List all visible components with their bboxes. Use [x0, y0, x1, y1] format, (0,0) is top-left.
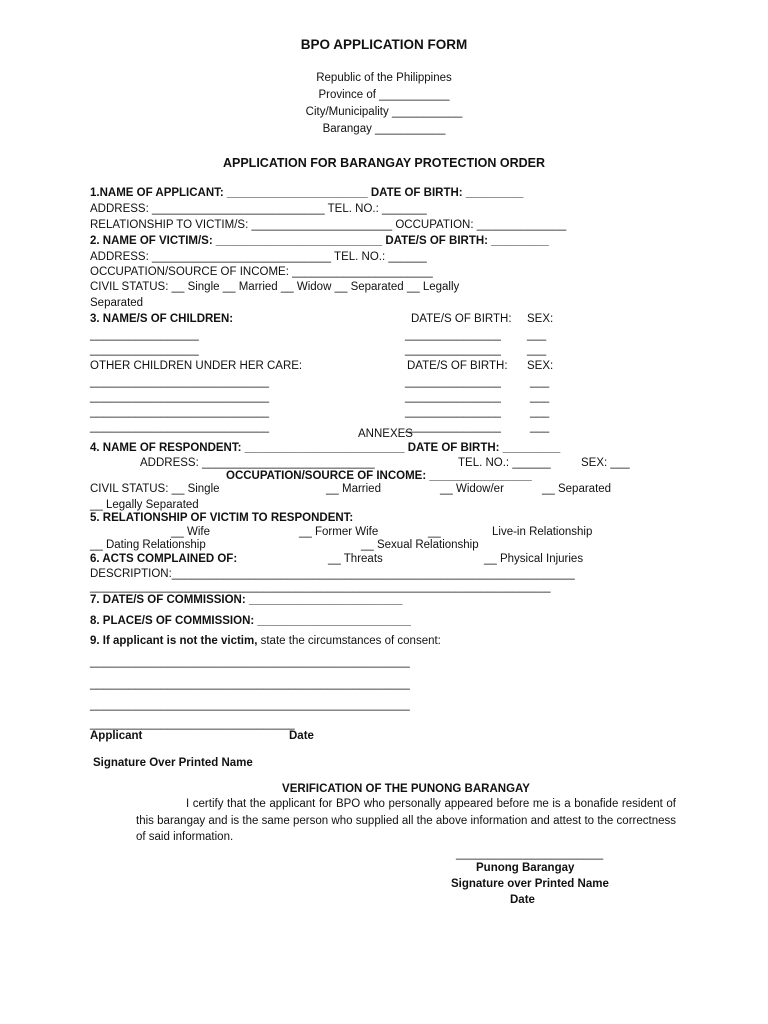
applicant-signature-label: Signature Over Printed Name [93, 757, 253, 769]
child-name-blank: _________________ [90, 329, 199, 341]
date-of-commission-line: 7. DATE/S OF COMMISSION: ________________________ [90, 594, 403, 606]
respondent-civil-status-label: CIVIL STATUS: __ Single [90, 483, 220, 495]
other-child-dob-blank: _______________ [405, 406, 501, 418]
consent-blank-line: __________________________________________________ [90, 699, 410, 711]
other-child-name-blank: ____________________________ [90, 406, 270, 418]
verification-heading: VERIFICATION OF THE PUNONG BARANGAY [282, 783, 530, 795]
sexual-option: __ Sexual Relationship [361, 539, 479, 551]
other-child-sex-blank: ___ [530, 376, 550, 388]
other-child-dob-blank: _______________ [405, 421, 501, 433]
respondent-married-option: __ Married [326, 483, 381, 495]
republic-line: Republic of the Philippines [316, 72, 452, 84]
other-child-sex-blank: ___ [530, 421, 550, 433]
respondent-separated-option: __ Separated [542, 483, 612, 495]
victim-civil-status-cont: Separated [90, 297, 144, 309]
annexes-label: ANNEXES [358, 428, 413, 440]
consent-bold-text: 9. If applicant is not the victim, [90, 635, 258, 647]
respondent-legally-separated-option: __ Legally Separated [90, 499, 199, 511]
verification-paragraph [136, 796, 676, 846]
respondent-tel-line: TEL. NO.: ______ [458, 457, 551, 469]
other-child-dob-blank: _______________ [405, 376, 501, 388]
relationship-to-victim-line: RELATIONSHIP TO VICTIM/S: ______________________ OCCUPATION: ______________ [90, 219, 567, 231]
verification-body: I certify that the applicant for BPO who personally appeared before me is a bonafide resident of this barangay and is the same person who supplied all the above information and attest to the correctness of said information. [136, 798, 676, 843]
applicant-address-line: ADDRESS: ___________________________ TEL. NO.: _______ [90, 203, 427, 215]
other-child-name-blank: ____________________________ [90, 421, 270, 433]
description-line: DESCRIPTION:_______________________________________________________________ [90, 568, 575, 580]
punong-barangay-label: Punong Barangay [476, 862, 575, 874]
child-dob-blank: _______________ [405, 329, 501, 341]
physical-injuries-option: __ Physical Injuries [484, 553, 584, 565]
other-child-sex-blank: ___ [530, 391, 550, 403]
applicant-label: Applicant [90, 730, 143, 742]
description-line-cont: ________________________________________________________________________ [90, 581, 551, 593]
consent-rest-text: state the circumstances of consent: [257, 635, 441, 647]
former-wife-option: __ Former Wife [299, 526, 379, 538]
other-children-dob-label: DATE/S OF BIRTH: [407, 360, 508, 372]
respondent-sex-line: SEX: ___ [581, 457, 630, 469]
punong-signature-line: _______________________ [456, 848, 604, 860]
threats-option: __ Threats [328, 553, 383, 565]
child-dob-blank: _______________ [405, 344, 501, 356]
respondent-name-line: 4. NAME OF RESPONDENT: _________________________ DATE OF BIRTH: _________ [90, 442, 561, 454]
city-line: City/Municipality ___________ [305, 106, 463, 118]
child-name-blank: _________________ [90, 344, 199, 356]
victim-civil-status-line: CIVIL STATUS: __ Single __ Married __ Widow __ Separated __ Legally [90, 281, 460, 293]
form-subtitle: APPLICATION FOR BARANGAY PROTECTION ORDER [222, 156, 545, 170]
victim-occupation-line: OCCUPATION/SOURCE OF INCOME: ______________________ [90, 266, 433, 278]
other-children-label: OTHER CHILDREN UNDER HER CARE: [90, 360, 303, 372]
acts-heading: 6. ACTS COMPLAINED OF: [90, 553, 238, 565]
child-sex-blank: ___ [527, 329, 547, 341]
victim-address-line: ADDRESS: ____________________________ TEL. NO.: ______ [90, 251, 427, 263]
other-child-name-blank: ____________________________ [90, 376, 270, 388]
form-title: BPO APPLICATION FORM [300, 37, 468, 52]
victim-name-line: 2. NAME OF VICTIM/S: __________________________ DATE/S OF BIRTH: _________ [90, 235, 549, 247]
relationship-heading: 5. RELATIONSHIP OF VICTIM TO RESPONDENT: [90, 512, 354, 524]
children-heading: 3. NAME/S OF CHILDREN: [90, 313, 234, 325]
live-in-blank: __ [428, 526, 441, 538]
live-in-option: Live-in Relationship [492, 526, 593, 538]
other-child-dob-blank: _______________ [405, 391, 501, 403]
other-child-name-blank: ____________________________ [90, 391, 270, 403]
child-sex-blank: ___ [527, 344, 547, 356]
place-of-commission-line: 8. PLACE/S OF COMMISSION: ________________________ [90, 615, 411, 627]
respondent-occupation-line: OCCUPATION/SOURCE OF INCOME: ________________ [226, 470, 532, 482]
children-dob-label: DATE/S OF BIRTH: [411, 313, 512, 325]
consent-blank-line: __________________________________________________ [90, 678, 410, 690]
children-sex-label: SEX: [527, 313, 554, 325]
applicant-date-label: Date [289, 730, 314, 742]
consent-line [90, 634, 441, 648]
respondent-address-line: ADDRESS: ___________________________ [140, 457, 375, 469]
other-children-sex-label: SEX: [527, 360, 554, 372]
wife-option: __ Wife [171, 526, 210, 538]
applicant-name-text: 1.NAME OF APPLICANT: ______________________ DATE OF BIRTH: _________ [90, 187, 524, 199]
province-line: Province of ___________ [318, 89, 450, 101]
barangay-line: Barangay ___________ [322, 123, 446, 135]
dating-option: __ Dating Relationship [90, 539, 206, 551]
consent-blank-line: __________________________________________________ [90, 656, 410, 668]
punong-date-label: Date [510, 894, 535, 906]
applicant-name-line [90, 186, 523, 200]
respondent-widower-option: __ Widow/er [440, 483, 504, 495]
other-child-sex-blank: ___ [530, 406, 550, 418]
punong-signature-label: Signature over Printed Name [451, 878, 609, 890]
applicant-signature-line: ________________________________ [90, 718, 295, 730]
